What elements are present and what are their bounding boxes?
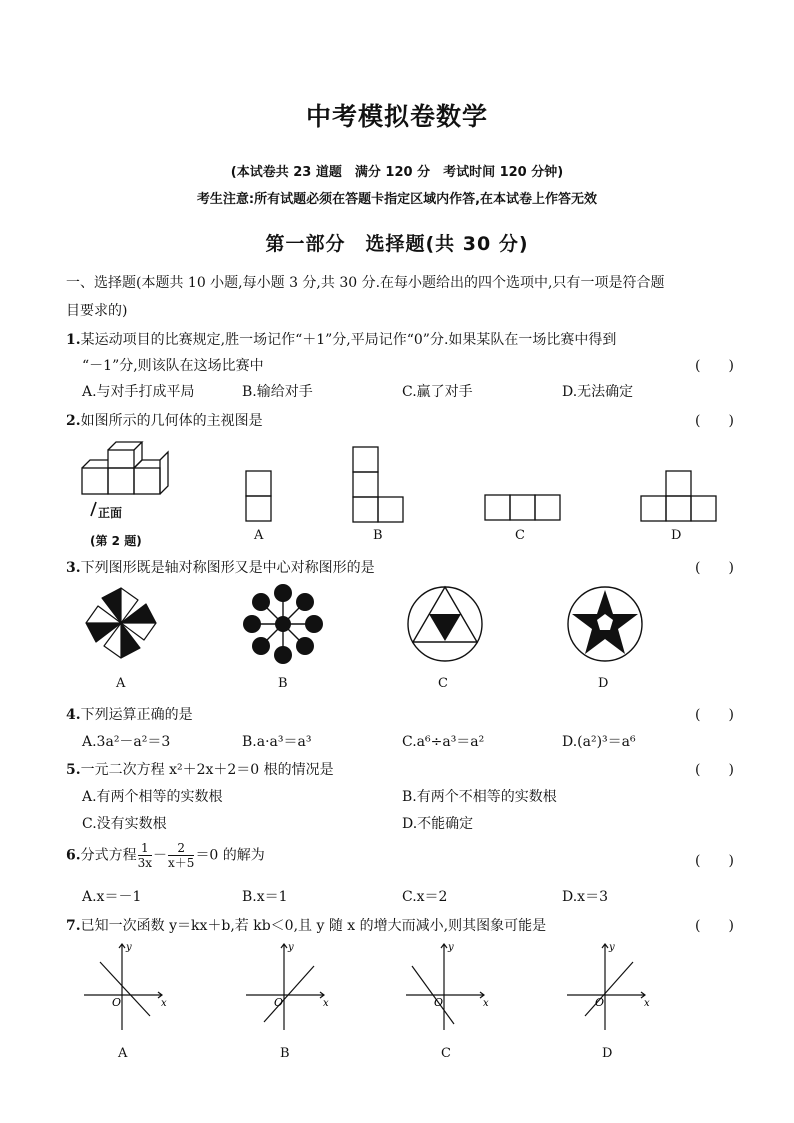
front-label: 正面 [98,506,123,520]
question-3 [66,557,375,577]
q1-option-c: C.赢了对手 [402,384,473,400]
q3-option-c-triangle [405,584,485,664]
question-4 [66,704,193,724]
q2-figure-caption: (第 2 题) [90,534,142,548]
question-number: 6. [66,847,81,864]
q7-option-b-graph [244,940,334,1030]
q2-option-d: D [671,528,682,543]
q3-option-a-pinwheel [82,584,160,662]
fraction-2-denominator: x＋5 [168,856,195,870]
question-number: 1. [66,332,81,348]
question-stem: 一元二次方程 x²＋2x＋2＝0 根的情况是 [80,762,334,778]
origin-label: O [112,996,122,1009]
question-stem-suffix: ＝0 的解为 [195,847,265,864]
fraction-1-numerator: 1 [138,841,152,856]
q2-option-d-figure [640,470,720,525]
q7-option-c-graph [404,940,494,1030]
q3-option-d: D [598,676,609,691]
answer-paren: ( ) [695,560,734,576]
answer-paren: ( ) [695,707,734,723]
question-number: 5. [66,762,81,778]
q2-option-a-figure [245,470,275,525]
q5-option-b: B.有两个不相等的实数根 [402,789,557,805]
part-title: 第一部分 选择题(共 30 分) [265,233,529,255]
question-1-line2: “－1”分,则该队在这场比赛中 [82,358,264,374]
question-stem-prefix: 分式方程 [80,847,137,864]
fraction-2-numerator: 2 [168,841,194,856]
q7-option-d: D [602,1046,613,1061]
q4-option-d: D.(a²)³＝a⁶ [562,734,636,750]
question-stem: 下列图形既是轴对称图形又是中心对称图形的是 [80,560,375,576]
q4-option-a: A.3a²－a²＝3 [82,734,171,750]
question-number: 4. [66,707,81,723]
fraction-2 [168,841,194,870]
answer-paren: ( ) [695,413,734,429]
answer-paren: ( ) [695,918,734,934]
q5-option-a: A.有两个相等的实数根 [82,789,223,805]
question-stem: 下列运算正确的是 [80,707,193,723]
q7-option-b: B [280,1046,290,1061]
q6-option-d: D.x＝3 [562,889,608,905]
q2-option-a: A [254,528,264,543]
answer-paren: ( ) [695,762,734,778]
question-stem: 如图所示的几何体的主视图是 [80,413,263,429]
question-number: 7. [66,918,81,934]
q2-option-b: B [373,528,383,543]
x-axis-label: x [161,998,167,1009]
origin-label: O [595,996,605,1009]
q6-option-b: B.x＝1 [242,889,288,905]
section-instruction-line1: 一、选择题(本题共 10 小题,每小题 3 分,共 30 分.在每小题给出的四个选项中,只有一项是符合题 [66,275,665,291]
q3-option-b: B [278,676,288,691]
fraction-1 [138,841,152,870]
x-axis-label: x [323,998,329,1009]
question-2 [66,410,263,430]
question-5 [66,759,334,779]
minus-sign: － [153,847,168,864]
q2-solid-figure [80,438,170,518]
exam-notice: 考生注意:所有试题必须在答题卡指定区域内作答,在本试卷上作答无效 [196,192,598,207]
q2-option-b-figure [352,446,407,526]
q7-option-d-graph [565,940,655,1030]
question-number: 2. [66,413,81,429]
origin-label: O [434,996,444,1009]
y-axis-label: y [288,942,294,953]
q1-option-b: B.输给对手 [242,384,313,400]
fraction-1-denominator: 3x [137,856,153,870]
q6-option-c: C.x＝2 [402,889,448,905]
q7-option-a-graph [82,940,172,1030]
answer-paren: ( ) [695,358,734,374]
q1-option-d: D.无法确定 [562,384,634,400]
q1-option-a: A.与对手打成平局 [82,384,195,400]
exam-title: 中考模拟卷数学 [305,102,488,131]
q5-option-d: D.不能确定 [402,816,474,832]
q7-option-c: C [441,1046,451,1061]
q3-option-c: C [438,676,448,691]
answer-paren: ( ) [695,853,734,869]
q7-option-a: A [118,1046,128,1061]
q5-option-c: C.没有实数根 [82,816,167,832]
y-axis-label: y [609,942,615,953]
q3-option-d-star [565,584,645,664]
question-number: 3. [66,560,81,576]
question-stem: 某运动项目的比赛规定,胜一场记作“＋1”分,平局记作“0”分.如果某队在一场比赛中得到 [80,332,617,348]
q3-option-a: A [116,676,126,691]
q4-option-b: B.a·a³＝a³ [242,734,312,750]
q2-option-c: C [515,528,525,543]
exam-info: (本试卷共 23 道题 满分 120 分 考试时间 120 分钟) [230,165,564,180]
x-axis-label: x [644,998,650,1009]
q3-option-b-circles [243,584,323,664]
q6-option-a: A.x＝－1 [82,889,142,905]
y-axis-label: y [126,942,132,953]
x-axis-label: x [483,998,489,1009]
front-arrow-icon [91,502,96,516]
q2-option-c-figure [484,494,564,524]
question-stem: 已知一次函数 y＝kx＋b,若 kb＜0,且 y 随 x 的增大而减小,则其图象可能是 [80,918,547,934]
question-6 [66,841,265,870]
origin-label: O [274,996,284,1009]
section-instruction-line2: 目要求的) [66,303,128,319]
y-axis-label: y [448,942,454,953]
q4-option-c: C.a⁶÷a³＝a² [402,734,485,750]
question-1 [66,329,616,349]
question-7 [66,915,546,935]
